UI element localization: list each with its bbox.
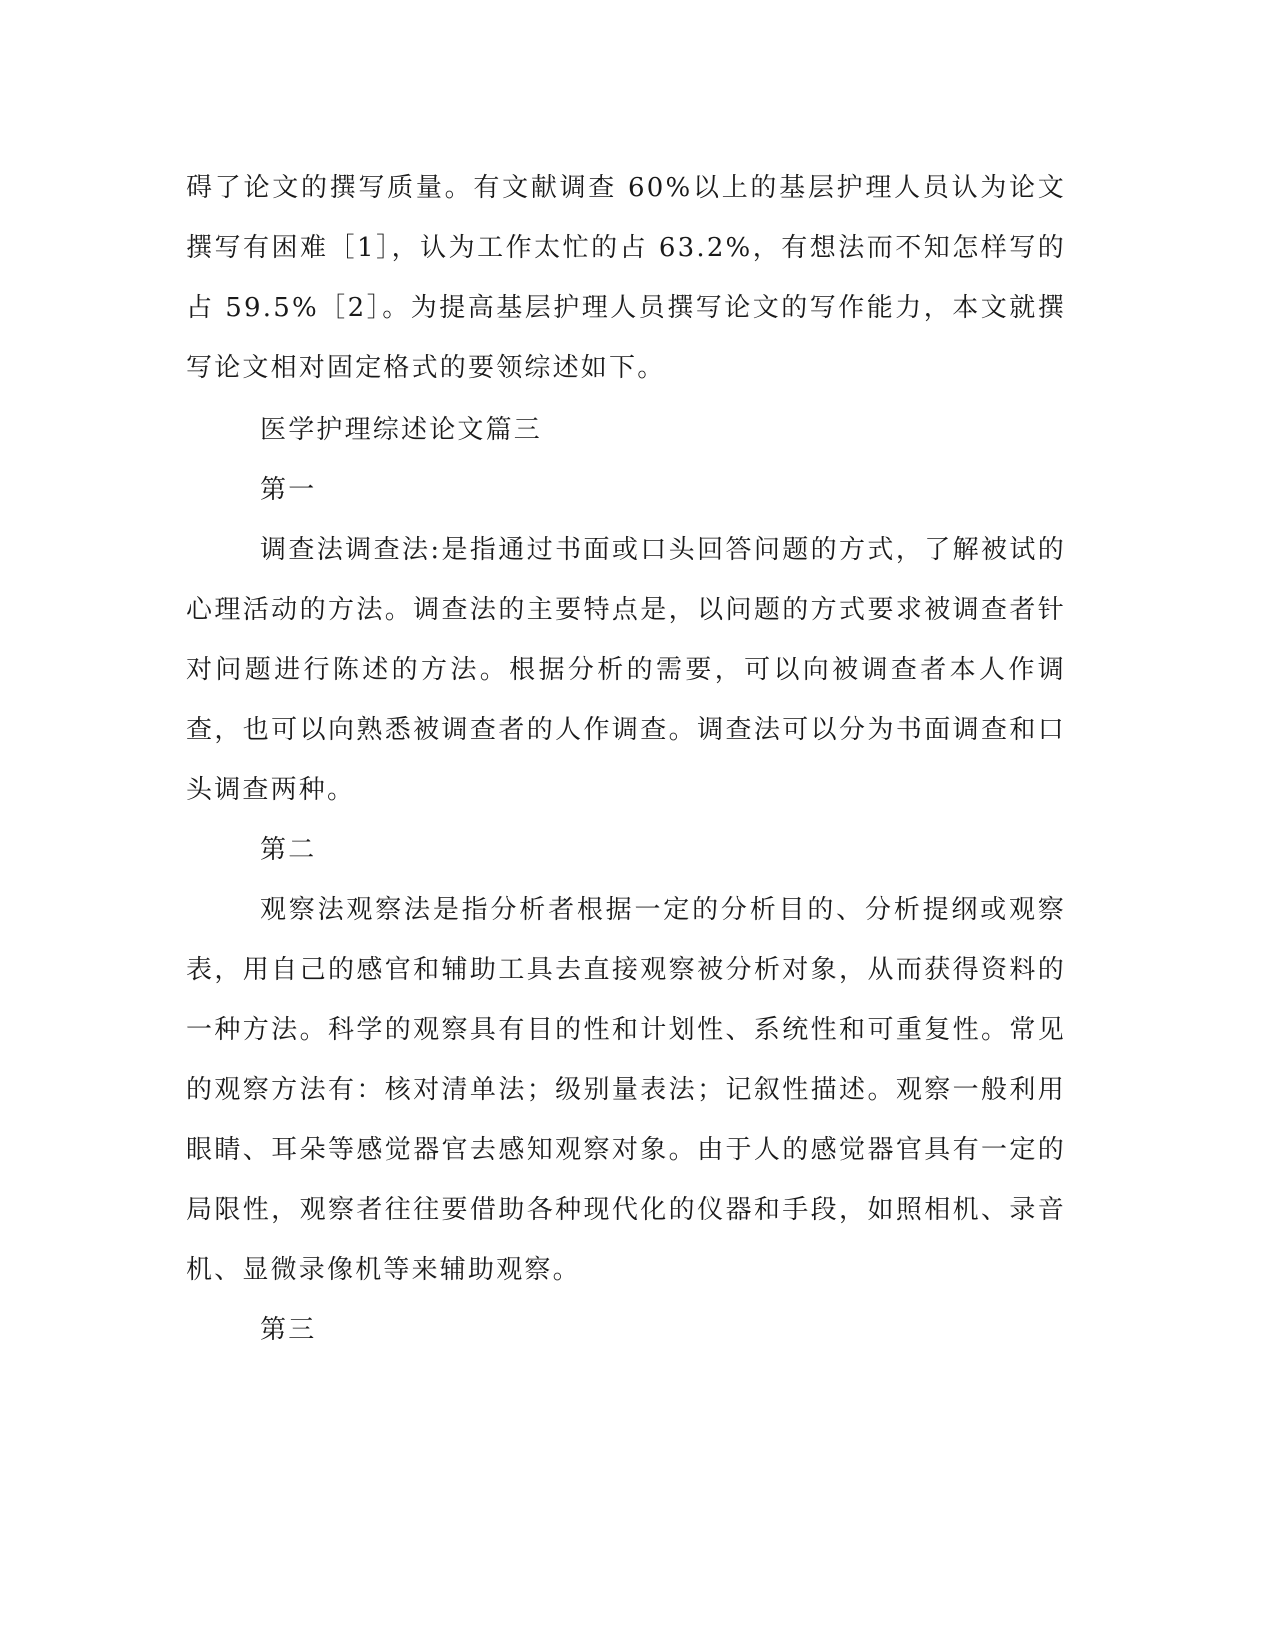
heading-third-block	[186, 1300, 1066, 1360]
intro-block	[186, 158, 1066, 398]
intro-paragraph: 碍了论文的撰写质量。有文献调查 60%以上的基层护理人员认为论文撰写有困难［1］，认为工作太忙的占 63.2%，有想法而不知怎样写的占 59.5%［2］。为提高基层护理人员撰写论文的写作能力，本文就撰写论文相对固定格式的要领综述如下。	[186, 173, 1066, 383]
observation-paragraph: 观察法观察法是指分析者根据一定的分析目的、分析提纲或观察表，用自己的感官和辅助工具去直接观察被分析对象，从而获得资料的一种方法。科学的观察具有目的性和计划性、系统性和可重复性。常见的观察方法有：核对清单法；级别量表法；记叙性描述。观察一般利用眼睛、耳朵等感觉器官去感知观察对象。由于人的感觉器官具有一定的局限性，观察者往往要借助各种现代化的仪器和手段，如照相机、录音机、显微录像机等来辅助观察。	[186, 895, 1066, 1285]
observation-block	[186, 880, 1066, 1300]
section-title: 医学护理综述论文篇三	[260, 415, 543, 445]
heading-first: 第一	[260, 475, 317, 505]
survey-block	[186, 520, 1066, 820]
survey-paragraph: 调查法调查法:是指通过书面或口头回答问题的方式，了解被试的心理活动的方法。调查法的主要特点是，以问题的方式要求被调查者针对问题进行陈述的方法。根据分析的需要，可以向被调查者本人作调查，也可以向熟悉被调查者的人作调查。调查法可以分为书面调查和口头调查两种。	[186, 535, 1066, 805]
heading-third: 第三	[260, 1315, 317, 1345]
heading-second: 第二	[260, 835, 317, 865]
heading-first-block	[186, 460, 1066, 520]
section-title-block	[186, 400, 1066, 460]
heading-second-block	[186, 820, 1066, 880]
